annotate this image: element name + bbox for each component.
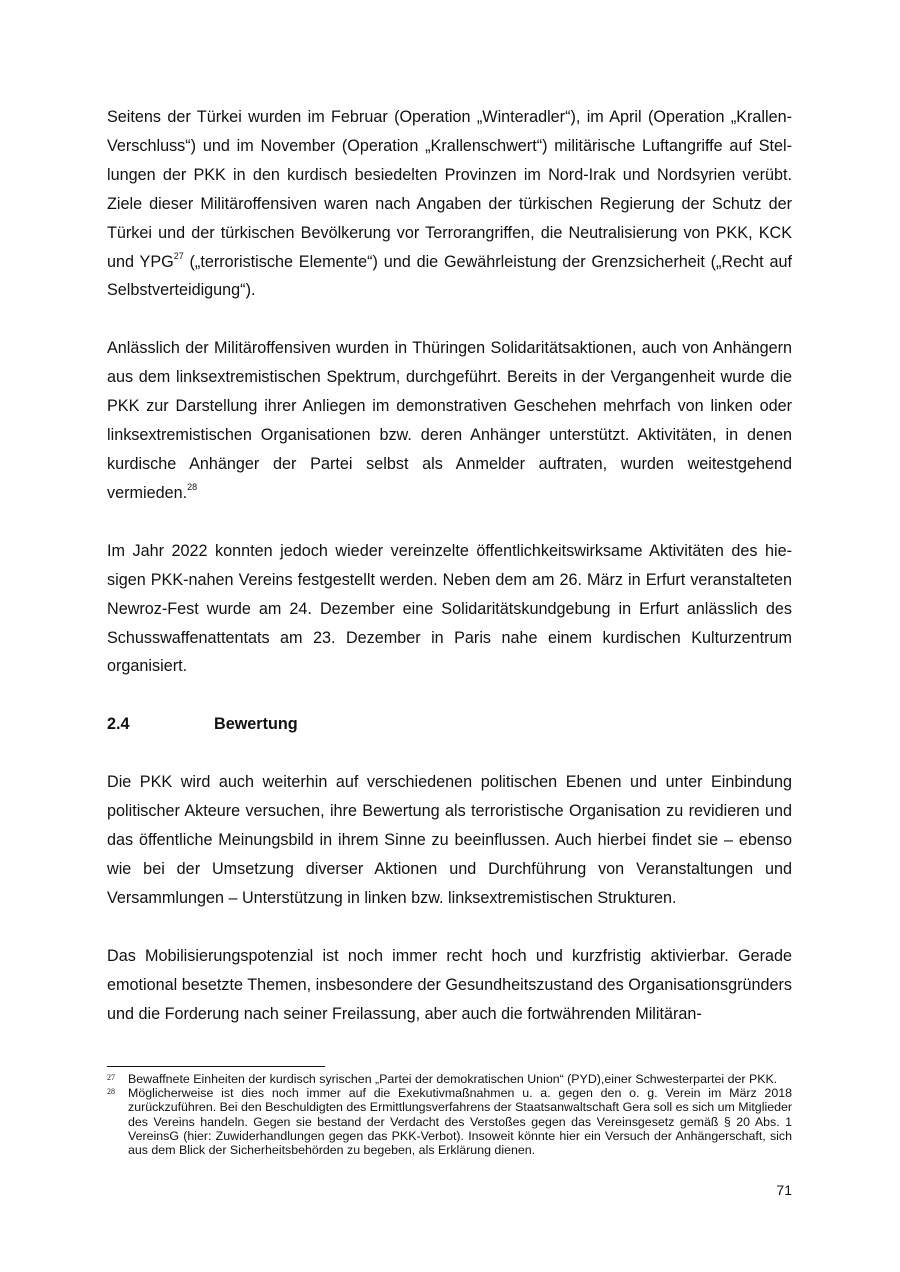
footnote-separator (107, 1066, 325, 1067)
paragraph-assessment: Die PKK wird auch weiterhin auf verschiedenen politischen Ebenen und unter Einbindung politischer Akteure versuchen, ihre Bewertung als terroristische Organisation zu revidieren und das öffentliche Meinungsbild in ihrem Sinne zu beeinflussen. Auch hierbei findet sie – ebenso wie bei der Umsetzung diverser Aktionen und Durchführung von Veranstaltungen und Versammlungen – Unterstützung in linken bzw. linksextremistischen Strukturen. (107, 773, 792, 907)
footnote-text: Möglicherweise ist dies noch immer auf die Exekutivmaßnahmen u. a. gegen den o. g. Verein im März 2018 zurückzuführen. Bei den Beschuldigten des Ermittlungsverfahrens der Staatsanwaltschaft Gera soll es sich um Mitglieder des Vereins handeln. Gegen sie bestand der Verdacht des Verstoßes gegen das Vereinsgesetz gemäß § 20 Abs. 1 VereinsG (hier: Zuwiderhandlungen gegen das PKK-Verbot). Insoweit könnte hier ein Versuch der Anhängerschaft, sich aus dem Blick der Sicherheitsbehörden zu begeben, als Erklärung dienen. (128, 1086, 792, 1158)
paragraph-text: Anlässlich der Militäroffensiven wurden in Thüringen Solidaritätsaktionen, auch von Anhängern aus dem linksextremistischen Spektrum, durchgeführt. Bereits in der Vergangenheit wurde die PKK zur Darstellung ihrer Anliegen im demonstrativen Geschehen mehrfach von linken oder linksextremistischen Organisationen bzw. deren Anhänger unterstützt. Aktivitäten, in denen kurdische Anhänger der Partei selbst als Anmelder auftraten, wurden weitestgehend vermieden. (107, 339, 792, 502)
footnote-ref-27[interactable]: 27 (173, 251, 184, 262)
footnote-ref-28[interactable]: 28 (187, 482, 198, 493)
footnotes (107, 1066, 792, 1157)
page-body (107, 103, 792, 1057)
footnote-28 (107, 1086, 792, 1157)
footnote-number: 27 (107, 1073, 115, 1082)
section-title: Bewertung (214, 715, 298, 734)
footnote-text: Bewaffnete Einheiten der kurdisch syrischen „Partei der demokratischen Union“ (PYD),einer Schwesterpartei der PKK. (128, 1072, 778, 1086)
footnote-number: 28 (107, 1087, 115, 1097)
page-number: 71 (776, 1182, 792, 1198)
paragraph-mobilization: Das Mobilisierungspotenzial ist noch immer recht hoch und kurzfristig aktivierbar. Gerade emotional besetzte Themen, insbesondere der Gesundheitszustand des Organisationsgründers und die Forderung nach seiner Freilassung, aber auch die fortwährenden Militäran- (107, 946, 792, 1023)
section-heading (107, 710, 792, 739)
paragraph-activities-2022: Im Jahr 2022 konnten jedoch wieder vereinzelte öffentlichkeitswirksame Aktivitäten des hiesigen PKK-nahen Vereins festgestellt werden. Neben dem am 26. März in Erfurt veranstalteten Newroz-Fest wurde am 24. Dezember eine Solidaritätskundgebung in Erfurt anlässlich des Schusswaffenattentats am 23. Dezember in Paris nahe einem kurdischen Kulturzentrum organisiert. (107, 541, 792, 676)
paragraph-solidarity-actions (107, 334, 792, 507)
footnote-27 (107, 1072, 792, 1086)
paragraph-turkish-offensives (107, 103, 792, 305)
paragraph-text: („terroristische Elemente“) und die Gewährleistung der Grenzsicherheit („Recht auf Selbstverteidigung“). (107, 252, 792, 300)
section-number: 2.4 (107, 715, 130, 734)
paragraph-text: Seitens der Türkei wurden im Februar (Operation „Winteradler“), im April (Operation „Krallen-Verschluss“) und im November (Operation „Krallenschwert“) militärische Luftangriffe auf Stellungen der PKK in den kurdisch besiedelten Provinzen im Nord-Irak und Nordsyrien verübt. Ziele dieser Militäroffensiven waren nach Angaben der türkischen Regierung der Schutz der Türkei und der türkischen Bevölkerung vor Terrorangriffen, die Neutralisierung von PKK, KCK und YPG (107, 108, 792, 271)
